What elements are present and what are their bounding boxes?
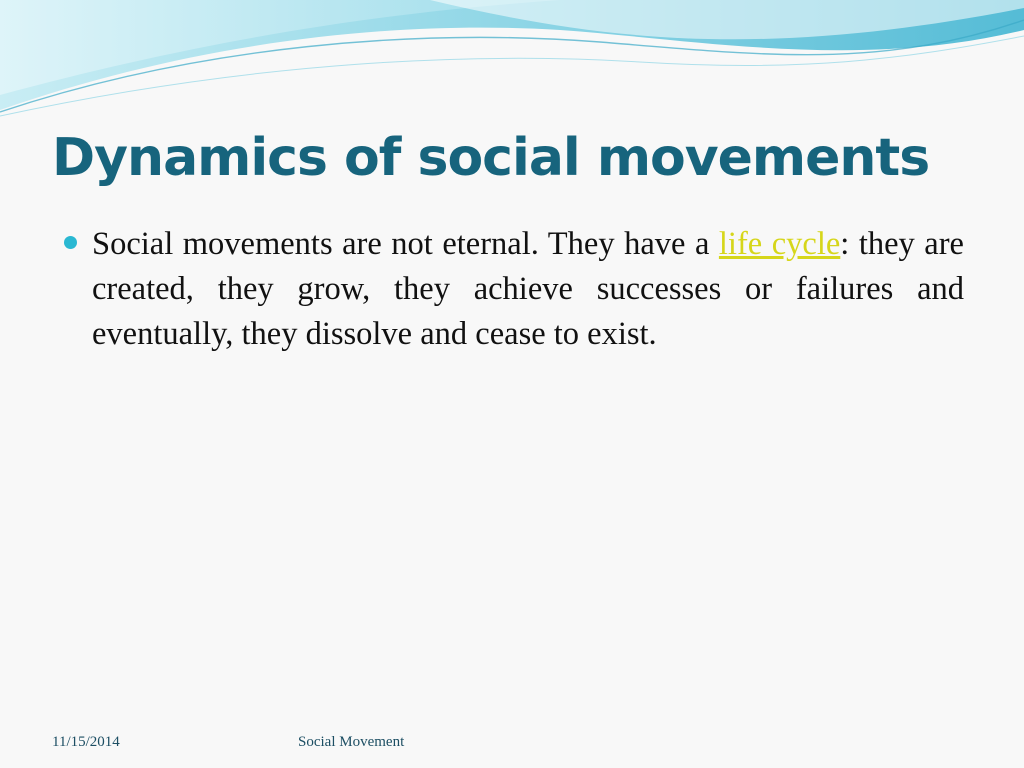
bullet-text-part-1: Social movements are not eternal. They have a (92, 226, 719, 262)
bullet-item (60, 222, 964, 357)
decorative-wave-banner (0, 0, 1024, 120)
slide-title: Dynamics of social movements (52, 128, 930, 188)
footer-date: 11/15/2014 (52, 734, 120, 750)
bullet-text-part-2: : they are created, they grow, they achieve successes or failures and eventually, they dissolve and cease to exist. (92, 226, 964, 352)
bullet-text (92, 222, 964, 357)
bullet-icon (64, 236, 77, 249)
life-cycle-link[interactable]: life cycle (718, 226, 841, 262)
footer-title: Social Movement (298, 734, 405, 750)
